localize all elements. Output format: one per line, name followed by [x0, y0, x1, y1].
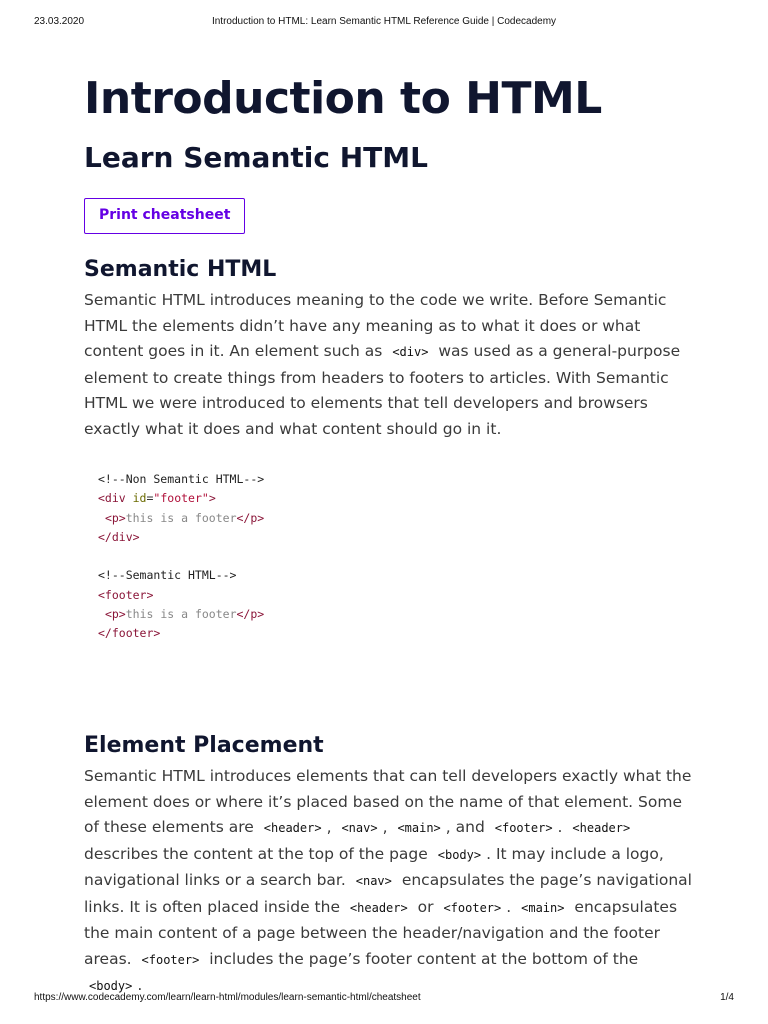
print-doc-title: Introduction to HTML: Learn Semantic HTML Reference Guide | Codecademy: [211, 16, 557, 27]
inline-code: <body>: [89, 979, 133, 993]
text-run: .: [506, 897, 512, 916]
text-run: Semantic HTML introduces elements that can tell developers exactly what the element does or where it’s placed based on the name of that element. Some of these elements are: [84, 767, 692, 836]
text-run: .: [137, 976, 143, 994]
page-subtitle: Learn Semantic HTML: [84, 141, 428, 174]
code-tag: </div>: [98, 529, 140, 544]
print-url: https://www.codecademy.com/learn/learn-html/modules/learn-semantic-html/cheatsheet: [34, 992, 421, 1003]
inline-code: <body>: [437, 847, 482, 862]
code-tag: >: [208, 491, 216, 506]
code-comment: <!--Semantic HTML-->: [98, 568, 237, 583]
code-eq: =: [146, 491, 154, 506]
text-run: ,: [326, 818, 332, 836]
code-text: this is a footer: [125, 607, 237, 622]
code-attr: id: [132, 491, 147, 506]
text-run: .: [557, 818, 563, 836]
inline-code: <footer>: [494, 821, 553, 835]
page-title: Introduction to HTML: [84, 73, 602, 124]
inline-code: <header>: [263, 821, 322, 835]
text-run: encapsulates the main content of a page between the header/navigation and the footer areas.: [84, 897, 678, 968]
code-block: [98, 470, 694, 644]
print-header: [34, 16, 734, 30]
code-indent: [98, 607, 105, 621]
text-run: was used as a general-purpose element to create things from headers to footers to articles. With Semantic HTML we were introduced to elements that tell developers and browsers exactly what it does and what content should go in it.: [84, 342, 681, 438]
text-run: Semantic HTML introduces meaning to the code we write. Before Semantic HTML the elements didn’t have any meaning as to what it does or what content goes in it. An element such as: [84, 291, 667, 360]
text-run: or: [417, 897, 434, 916]
text-run: ,: [382, 818, 388, 836]
code-tag: <p>: [104, 510, 126, 525]
element-placement-section: [84, 730, 694, 1000]
code-tag: <div: [98, 491, 133, 506]
page-number: 1/4: [720, 992, 734, 1003]
inline-code: <header>: [349, 900, 408, 915]
code-tag: </footer>: [98, 626, 161, 641]
code-tag: <footer>: [98, 587, 154, 602]
code-tag: </p>: [236, 607, 265, 622]
inline-code: <main>: [397, 821, 441, 835]
code-tag: </p>: [236, 510, 265, 525]
code-tag: <p>: [104, 607, 126, 622]
inline-code: <nav>: [341, 821, 378, 835]
code-value: "footer": [153, 491, 209, 506]
text-run: includes the page’s footer content at the bottom of the: [209, 949, 639, 968]
inline-code: <header>: [572, 821, 631, 835]
print-footer: [34, 992, 734, 1006]
code-comment: <!--Non Semantic HTML-->: [98, 472, 265, 486]
text-run: describes the content at the top of the page: [84, 844, 428, 863]
text-run: , and: [445, 818, 485, 836]
main-content: [84, 70, 694, 644]
text-run: encapsulates the page’s navigational links. It is often placed inside the: [84, 871, 692, 916]
section-paragraph: [84, 288, 694, 442]
section-heading-element-placement: Element Placement: [84, 733, 324, 758]
inline-code: <footer>: [443, 900, 502, 915]
inline-code: <nav>: [355, 874, 392, 888]
section-heading-semantic-html: Semantic HTML: [84, 257, 277, 282]
text-run: . It may include a logo, navigational links or a search bar.: [84, 844, 664, 889]
code-text: this is a footer: [125, 510, 237, 525]
inline-code: <footer>: [141, 952, 200, 967]
section-paragraph: [84, 764, 694, 1000]
inline-code: <main>: [521, 900, 565, 915]
print-date: 23.03.2020: [34, 16, 85, 27]
print-cheatsheet-button[interactable]: Print cheatsheet: [84, 198, 245, 234]
inline-code: <div>: [392, 345, 429, 359]
code-indent: [98, 511, 105, 525]
